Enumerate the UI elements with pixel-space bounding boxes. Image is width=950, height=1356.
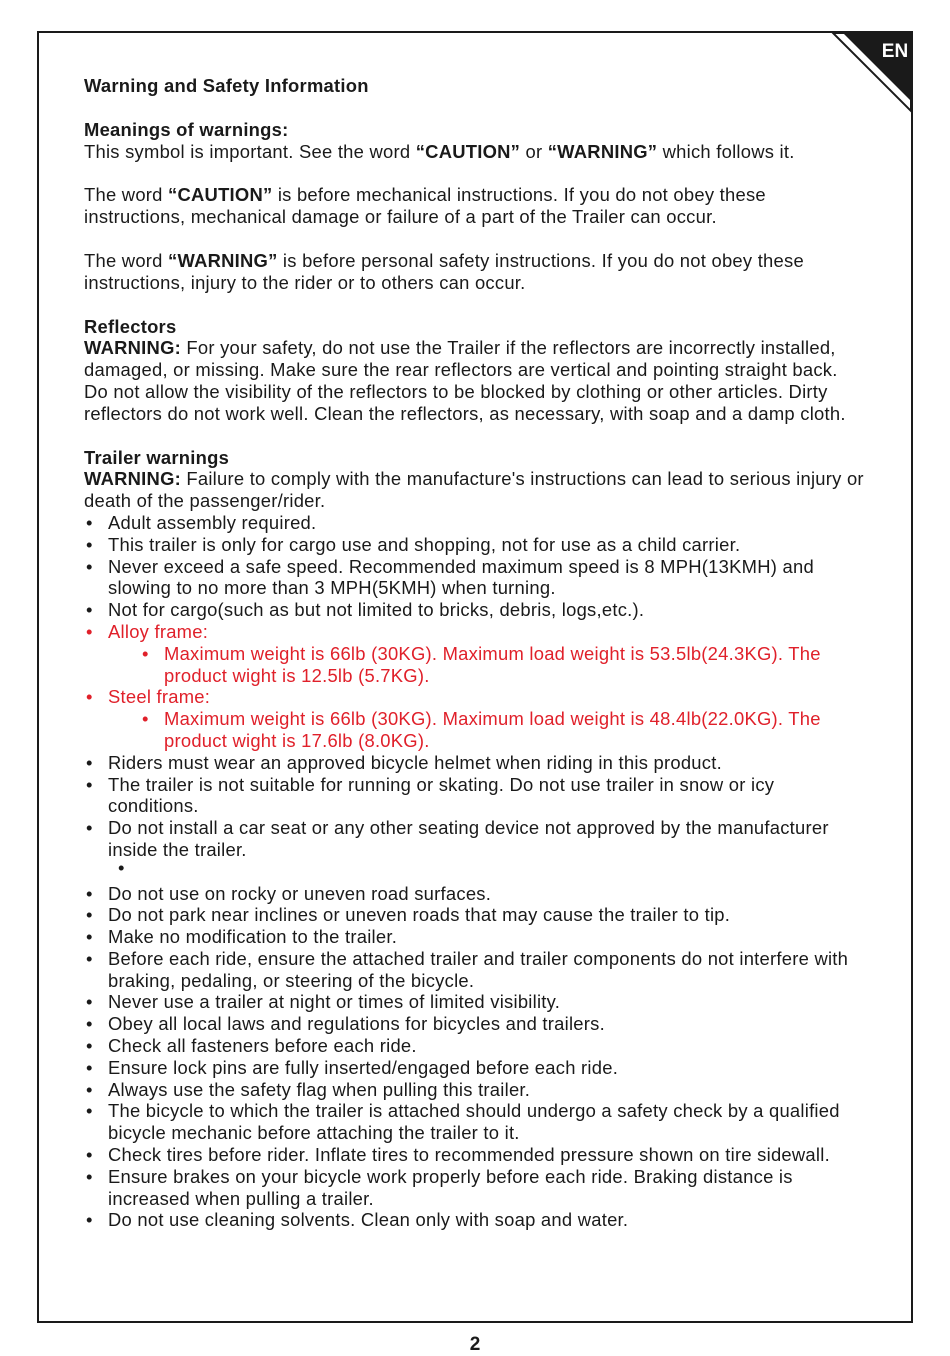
- list-item: • Before each ride, ensure the attached trailer and trailer components do not interfere with braking, pedaling, or steering of the bicycle.: [84, 948, 864, 992]
- list-item: • Always use the safety flag when pulling this trailer.: [84, 1079, 864, 1101]
- list-item: • Ensure brakes on your bicycle work properly before each ride. Braking distance is increased when pulling a trailer.: [84, 1166, 864, 1210]
- list-item: • Never exceed a safe speed. Recommended maximum speed is 8 MPH(13KMH) and slowing to no more than 3 MPH(5KMH) when turning.: [84, 556, 864, 600]
- list-item: • Not for cargo(such as but not limited to bricks, debris, logs,etc.).: [84, 599, 864, 621]
- list-item: • The bicycle to which the trailer is attached should undergo a safety check by a qualified bicycle mechanic before attaching the trailer to it.: [84, 1100, 864, 1144]
- list-item: • Do not install a car seat or any other seating device not approved by the manufacturer inside the trailer.: [84, 817, 864, 861]
- alloy-frame-sublist: [108, 643, 864, 687]
- trailer-section: [84, 447, 864, 1232]
- meanings-section: [84, 119, 864, 294]
- warning-label: WARNING:: [84, 337, 182, 359]
- list-item: • Check tires before rider. Inflate tires to recommended pressure shown on tire sidewall.: [84, 1144, 864, 1166]
- meanings-heading: Meanings of warnings:: [84, 118, 289, 140]
- reflectors-heading: Reflectors: [84, 315, 177, 337]
- list-item: • Adult assembly required.: [84, 512, 864, 534]
- list-item: • Obey all local laws and regulations for bicycles and trailers.: [84, 1013, 864, 1035]
- list-item: • The trailer is not suitable for running or skating. Do not use trailer in snow or icy conditions.: [84, 774, 864, 818]
- meanings-para-1: This symbol is important. See the word “CAUTION” or “WARNING” which follows it.: [84, 140, 795, 162]
- alloy-frame-detail: • Maximum weight is 66lb (30KG). Maximum load weight is 53.5lb(24.3KG). The product wight is 12.5lb (5.7KG).: [140, 643, 864, 687]
- page-title: Warning and Safety Information: [84, 75, 369, 96]
- alloy-frame-item: [84, 621, 864, 686]
- warning-word: “WARNING”: [168, 249, 278, 271]
- document-body: [84, 75, 864, 1231]
- language-code: EN: [881, 41, 909, 62]
- list-item: • Riders must wear an approved bicycle helmet when riding in this product.: [84, 752, 864, 774]
- list-item: • Check all fasteners before each ride.: [84, 1035, 864, 1057]
- caution-word: “CAUTION”: [168, 184, 273, 206]
- list-item: • Ensure lock pins are fully inserted/engaged before each ride.: [84, 1057, 864, 1079]
- empty-bullet: •: [118, 856, 125, 878]
- reflectors-text: WARNING: For your safety, do not use the Trailer if the reflectors are incorrectly installed, damaged, or missing. Make sure the rear reflectors are vertical and pointing straight back. Do not allow the visibility of the reflectors to be blocked by clothing or other articles. Dirty reflectors do not work well. Clean the reflectors, as necessary, with soap and a damp cloth.: [84, 337, 846, 424]
- alloy-frame-label: Alloy frame:: [108, 620, 209, 642]
- steel-frame-label: Steel frame:: [108, 686, 211, 708]
- list-item: • Do not use cleaning solvents. Clean only with soap and water.: [84, 1209, 864, 1231]
- trailer-warnings-list-continued: [84, 883, 864, 1232]
- warning-word: “WARNING”: [547, 140, 658, 162]
- page-frame: [37, 31, 913, 1323]
- steel-frame-item: [84, 686, 864, 751]
- trailer-warning-text: WARNING: Failure to comply with the manufacture's instructions can lead to serious injury or death of the passenger/rider.: [84, 468, 864, 512]
- list-item: • Do not use on rocky or uneven road surfaces.: [84, 883, 864, 905]
- trailer-warnings-list: [84, 512, 864, 861]
- list-item: • Never use a trailer at night or times of limited visibility.: [84, 991, 864, 1013]
- meanings-para-2: The word “CAUTION” is before mechanical instructions. If you do not obey these instructions, mechanical damage or failure of a part of the Trailer can occur.: [84, 184, 766, 228]
- list-item: • This trailer is only for cargo use and shopping, not for use as a child carrier.: [84, 534, 864, 556]
- list-item: • Make no modification to the trailer.: [84, 926, 864, 948]
- steel-frame-sublist: [108, 708, 864, 752]
- reflectors-section: [84, 316, 864, 425]
- caution-word: “CAUTION”: [415, 140, 521, 162]
- steel-frame-detail: • Maximum weight is 66lb (30KG). Maximum load weight is 48.4lb(22.0KG). The product wight is 17.6lb (8.0KG).: [140, 708, 864, 752]
- trailer-heading: Trailer warnings: [84, 446, 230, 468]
- warning-label: WARNING:: [84, 468, 182, 490]
- list-item: • Do not park near inclines or uneven roads that may cause the trailer to tip.: [84, 904, 864, 926]
- page-number: 2: [469, 1334, 481, 1355]
- meanings-para-3: The word “WARNING” is before personal safety instructions. If you do not obey these instructions, injury to the rider or to others can occur.: [84, 249, 804, 293]
